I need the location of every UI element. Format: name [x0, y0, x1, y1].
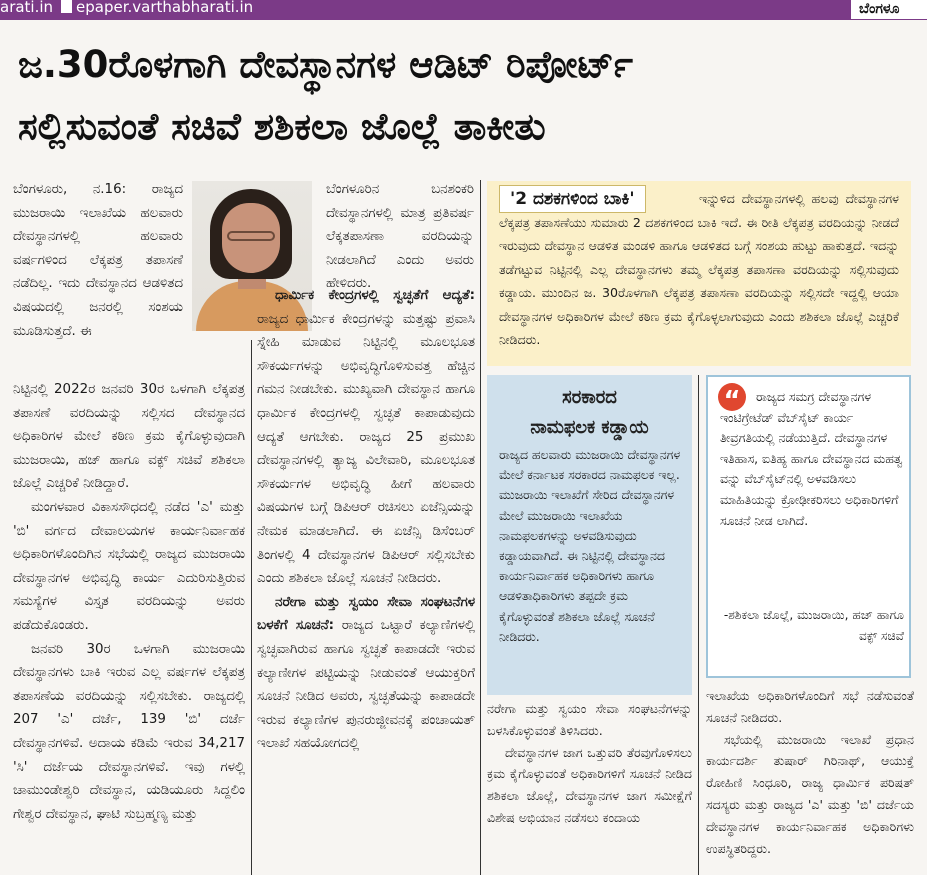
column-divider [251, 340, 252, 875]
edition-city: ಬೆಂಗಳೂ [849, 0, 927, 19]
article-paragraph: ನರೇಗಾ ಮತ್ತು ಸ್ವಯಂ ಸೇವಾ ಸಂಘಟನೆಗಳನ್ನು ಬಳಸಿಕೊಳ್ಳುವಂತೆ ತಿಳಿಸಿದರು. [487, 701, 692, 738]
article-paragraph: ನಿಟ್ಟಿನಲ್ಲಿ 2022ರ ಜನವರಿ 30ರ ಒಳಗಾಗಿ ಲೆಕ್ಕಪತ್ರ ತಪಾಸಣೆ ವರದಿಯನ್ನು ಸಲ್ಲಿಸದ ದೇವಸ್ಥಾನದ ಅಧಿಕಾರಿಗಳ ಮೇಲೆ ಕಠಿಣ ಕ್ರಮ ಕೈಗೊಳ್ಳುವುದಾಗಿ ಮುಜರಾಯಿ, ಹಜ್ ಹಾಗೂ ವಕ್ಫ್ ಸಚಿವೆ ಶಶಿಕಲಾ ಜೊಲ್ಲೆ ಎಚ್ಚರಿಕೆ ನೀಡಿದ್ದಾರೆ. [13, 382, 245, 492]
sidebar-box-title-line-2: ನಾಮಫಲಕ ಕಡ್ಡಾಯ [530, 417, 649, 438]
quote-attribution: -ಶಶಿಕಲಾ ಜೊಲ್ಲೆ, ಮುಜರಾಯಿ, ಹಜ್ ಹಾಗೂ ವಕ್ಫ್ ಸಚಿವೆ [723, 608, 904, 643]
quote-icon: “ [718, 383, 746, 411]
article-paragraph-text: ರಾಜ್ಯದ ಒಟ್ಟಾರೆ ಕಲ್ಯಾಣಿಗಳಲ್ಲಿ ಸ್ವಚ್ಛವಾಗಿರುವ ಹಾಗೂ ಸ್ವಚ್ಛತೆ ಕಾಪಾಡದೇ ಇರುವ ಕಲ್ಯಾಣೀಗಳ ಪಟ್ಟಿಯನ್ನು ನೀಡುವಂತೆ ಆಯುಕ್ತರಿಗೆ ಸೂಚನೆ ನೀಡಿದ ಅವರು, ಸ್ವಚ್ಛತೆಯನ್ನು ಕಾಪಾಡದೇ ಇರುವ ಕಲ್ಯಾಣಿಗಳ ಪುನರುಜ್ಜೀವನಕ್ಕೆ ಪಂಚಾಯತ್ ಇಲಾಖೆ ಸಹಯೋಗದಲ್ಲಿ [257, 618, 475, 752]
article-column-1 [13, 378, 245, 875]
article-paragraph [257, 591, 475, 756]
sidebar-box-text: ರಾಜ್ಯದ ಹಲವಾರು ಮುಜರಾಯಿ ದೇವಸ್ಥಾನಗಳ ಮೇಲೆ ಕರ್ನಾಟಕ ಸರಕಾರದ ನಾಮಫಲಕ ಇಲ್ಲ. ಮುಜರಾಯಿ ಇಲಾಖೆಗೆ ಸೇರಿದ ದೇವಸ್ಥಾನಗಳ ಮೇಲೆ ಮುಜರಾಯಿ ಇಲಾಖೆಯ ನಾಮಫಲಕಗಳನ್ನು ಅಳವಡಿಸುವುದು ಕಡ್ಡಾಯವಾಗಿದೆ. ಈ ನಿಟ್ಟಿನಲ್ಲಿ ದೇವಸ್ಥಾನದ ಕಾರ್ಯನಿರ್ವಾಹಕ ಅಧಿಕಾರಿಗಳು ಹಾಗೂ ಆಡಳಿತಾಧಿಕಾರಿಗಳು ತಪ್ಪದೇ ಕ್ರಮ ಕೈಗೊಳ್ಳುವಂತೆ ಶಶಿಕಲಾ ಜೊಲ್ಲೆ ಸೂಚನೆ ನೀಡಿದರು. [499, 447, 681, 644]
site-header-bar [0, 0, 927, 20]
headline-line-2: ಸಲ್ಲಿಸುವಂತೆ ಸಚಿವೆ ಶಶಿಕಲಾ ಜೊಲ್ಲೆ ತಾಕೀತು [18, 105, 546, 148]
highlight-box-pending [487, 181, 911, 366]
article-paragraph: ಮಂಗಳವಾರ ವಿಕಾಸಸೌಧದಲ್ಲಿ ನಡೆದ 'ಎ' ಮತ್ತು 'ಬಿ' ವರ್ಗದ ದೇವಾಲಯಗಳ ಕಾರ್ಯನಿರ್ವಾಹಕ ಅಧಿಕಾರಿಗಳೊಂದಿಗಿನ ಸಭೆಯಲ್ಲಿ ರಾಜ್ಯದ ಮುಜರಾಯಿ ದೇವಸ್ಥಾನಗಳ ಅಭಿವೃದ್ಧಿ ಕಾರ್ಯ ಎದುರಿಸುತ್ತಿರುವ ಸಮಸ್ಯೆಗಳ ವಿಸ್ತೃತ ವರದಿಯನ್ನು ಅವರು ಪಡೆದುಕೊಂಡರು. [13, 499, 245, 633]
epaper-logo-icon [61, 0, 72, 13]
article-paragraph: ಇಲಾಖೆಯ ಅಧಿಕಾರಿಗಳೊಂದಿಗೆ ಸಭೆ ನಡೆಸುವಂತೆ ಸೂಚನೆ ನೀಡಿದರು. [706, 688, 914, 725]
article-column-2 [257, 284, 475, 875]
site-url [0, 0, 253, 16]
site-url-fragment: arati.in [0, 0, 54, 16]
headline-line-1: ಜ.30ರೊಳಗಾಗಿ ದೇವಸ್ಥಾನಗಳ ಆಡಿಟ್ ರಿಪೋರ್ಟ್ [18, 43, 633, 86]
subhead: ಧಾರ್ಮಿಕ ಕೇಂದ್ರಗಳಲ್ಲಿ ಸ್ವಚ್ಛತೆಗೆ ಆದ್ಯತೆ: [275, 288, 475, 303]
sidebar-box-title-line-1: ಸರಕಾರದ [562, 387, 617, 408]
article-paragraph: ಜನವರಿ 30ರ ಒಳಗಾಗಿ ಮುಜರಾಯಿ ದೇವಸ್ಥಾನಗಳು ಬಾಕಿ ಇರುವ ಎಲ್ಲ ವರ್ಷಗಳ ಲೆಕ್ಕಪತ್ರ ತಪಾಸಣೆಯ ವರದಿಯನ್ನು ಸಲ್ಲಿಸಬೇಕು. ರಾಜ್ಯದಲ್ಲಿ 207 'ಎ' ದರ್ಜೆ, 139 'ಬಿ' ದರ್ಜೆ ದೇವಸ್ಥಾನಗಳಿವೆ. ಅದಾಯ ಕಡಿಮೆ ಇರುವ 34,217 'ಸಿ' ದರ್ಜೆಯ ದೇವಸ್ಥಾನಗಳಿವೆ. ಇವು ಗಳಲ್ಲಿ ಚಾಮುಂಡೇಶ್ವರಿ ದೇವಸ್ಥಾನ, ಯಡಿಯೂರು ಸಿದ್ದಲಿಂ ಗೇಶ್ವರ ದೇವಸ್ಥಾನ, ಘಾಟಿ ಸುಬ್ರಹ್ಮಣ್ಯ ಮತ್ತು [13, 641, 245, 822]
site-url-main: epaper.varthabharati.in [76, 0, 254, 16]
quote-text [720, 387, 904, 531]
highlight-box-body: ಇನ್ನುಳಿದ ದೇವಸ್ಥಾನಗಳಲ್ಲಿ ಹಲವು ದೇವಸ್ಥಾನಗಳ ಲೆಕ್ಕಪತ್ರ ತಪಾಸಣೆಯು ಸುಮಾರು 2 ದಶಕಗಳಿಂದ ಬಾಕಿ ಇದೆ. ಈ ರೀತಿ ಲೆಕ್ಕಪತ್ರ ವರದಿಯನ್ನು ನೀಡದೆ ಇರುವುದು ದೇವಸ್ಥಾನ ಆಡಳಿತ ಮಂಡಳಿ ಹಾಗೂ ಆಡಳಿತದ ಬಗ್ಗೆ ಸಂಶಯ ಹುಟ್ಟು ಹಾಕುತ್ತದೆ. ಇದನ್ನು ತಡೆಗಟ್ಟುವ ನಿಟ್ಟಿನಲ್ಲಿ ಎಲ್ಲ ದೇವಸ್ಥಾನಗಳು ತಮ್ಮ ಲೆಕ್ಕಪತ್ರ ತಪಾಸಣಾ ವರದಿಯನ್ನು ಸಲ್ಲಿಸುವುದು ಕಡ್ಡಾಯ. ಮುಂದಿನ ಜ. 30ರೊಳಗಾಗಿ ಲೆಕ್ಕಪತ್ರ ತಪಾಸಣಾ ವರದಿಯನ್ನು ಸಲ್ಲಿಸದೇ ಇದ್ದಲ್ಲಿ ಆಯಾ ದೇವಸ್ಥಾನಗಳ ಅಧಿಕಾರಿಗಳ ಮೇಲೆ ಕಠಿಣ ಕ್ರಮ ಕೈಗೊಳ್ಳಲಾಗುವುದು ಎಂದು ಶಶಿಕಲಾ ಜೊಲ್ಲೆ ಎಚ್ಚರಿಕೆ ನೀಡಿದರು. [499, 191, 899, 347]
quote-body: ರಾಜ್ಯದ ಸಮಗ್ರ ದೇವಸ್ಥಾನಗಳ ಇಂಟಿಗ್ರೇಟೆಡ್ ವೆಬ್‌ಸೈಟ್ ಕಾರ್ಯ ತೀವ್ರಗತಿಯಲ್ಲಿ ನಡೆಯುತ್ತಿದೆ. ದೇವಸ್ಥಾನಗಳ ಇತಿಹಾಸ, ಐತಿಹ್ಯ ಹಾಗೂ ದೇವಸ್ಥಾನದ ಮಹತ್ವ ವನ್ನು ವೆಬ್‌ಸೈಟ್‌ನಲ್ಲಿ ಅಳವಡಿಸಲು ಮಾಹಿತಿಯನ್ನು ಕ್ರೋಢೀಕರಿಸಲು ಅಧಿಕಾರಿಗಳಿಗೆ ಸೂಚನೆ ನೀಡ ಲಾಗಿದೆ. [720, 389, 903, 528]
article-intro: ಬೆಂಗಳೂರು, ನ.16: ರಾಜ್ಯದ ಮುಜರಾಯಿ ಇಲಾಖೆಯ ಹಲವಾರು ದೇವಸ್ಥಾನಗಳಲ್ಲಿ ಹಲವಾರು ವರ್ಷಗಳಿಂದ ಲೆಕ್ಕಪತ್ರ ತಪಾಸಣೆ ನಡೆದಿಲ್ಲ. ಇದು ದೇವಸ್ಥಾನದ ಆಡಳಿತದ ವಿಷಯದಲ್ಲಿ ಜನರಲ್ಲಿ ಸಂಶಯ ಮೂಡಿಸುತ್ತದೆ. ಈ [13, 182, 183, 339]
article-paragraph: ಸಭೆಯಲ್ಲಿ ಮುಜರಾಯಿ ಇಲಾಖೆ ಪ್ರಧಾನ ಕಾರ್ಯದರ್ಶಿ ತುಷಾರ್ ಗಿರಿನಾಥ್, ಆಯುಕ್ತೆ ರೋಹಿಣಿ ಸಿಂಧೂರಿ, ರಾಜ್ಯ ಧಾರ್ಮಿಕ ಪರಿಷತ್ ಸದಸ್ಯರು ಮತ್ತು ರಾಜ್ಯದ 'ಎ' ಮತ್ತು 'ಬಿ' ದರ್ಜೆಯ ದೇವಸ್ಥಾನಗಳ ಕಾರ್ಯನಿರ್ವಾಹಕ ಅಧಿಕಾರಿಗಳು ಉಪಸ್ಥಿತರಿದ್ದರು. [706, 731, 914, 856]
highlight-box-tag: '2 ದಶಕಗಳಿಂದ ಬಾಕಿ' [499, 185, 646, 213]
article-paragraph-text: ರಾಜ್ಯದ ಧಾರ್ಮಿಕ ಕೇಂದ್ರಗಳನ್ನು ಮತ್ತಷ್ಟು ಪ್ರವಾಸಿ ಸ್ನೇಹಿ ಮಾಡುವ ನಿಟ್ಟಿನಲ್ಲಿ ಮೂಲಭೂತ ಸೌಕರ್ಯಗಳನ್ನು ಅಭಿವೃದ್ಧಿಗೊಳಿಸುವತ್ತ ಹೆಚ್ಚಿನ ಗಮನ ನೀಡಬೇಕು. ಮುಖ್ಯವಾಗಿ ದೇವಸ್ಥಾನ ಹಾಗೂ ಧಾರ್ಮಿಕ ಕೇಂದ್ರಗಳಲ್ಲಿ ಸ್ವಚ್ಛತೆ ಕಾಪಾಡುವುದು ಆದ್ಯತೆ ಆಗಬೇಕು. ರಾಜ್ಯದ 25 ಪ್ರಮುಖ ದೇವಸ್ಥಾನಗಳಲ್ಲಿ ತ್ಯಾಜ್ಯ ವಿಲೇವಾರಿ, ಮೂಲಭೂತ ಸೌಕರ್ಯಗಳ ಅಭಿವೃದ್ಧಿ ಹೀಗೆ ಹಲವಾರು ವಿಷಯಗಳ ಬಗ್ಗೆ ಡಿಪಿಆರ್ ರಚಿಸಲು ಏಜೆನ್ಸಿಯನ್ನು ನೇಮಕ ಮಾಡಲಾಗಿದೆ. ಈ ಏಜೆನ್ಸಿ ಡಿಸೆಂಬರ್ ತಿಂಗಳಲ್ಲಿ 4 ದೇವಸ್ಥಾನಗಳ ಡಿಪಿಆರ್ ಸಲ್ಲಿಸಬೇಕು ಎಂದು ಶಶಿಕಲಾ ಜೊಲ್ಲೆ ಸೂಚನೆ ನೀಡಿದರು. [257, 311, 475, 587]
article-column-1-top [13, 178, 183, 378]
column-divider [698, 375, 699, 875]
article-paragraph [257, 284, 475, 591]
column-divider [480, 180, 481, 875]
headline [18, 34, 918, 158]
sidebar-box-nameboard [487, 375, 692, 695]
article-column-4 [706, 685, 914, 875]
article-paragraph: ಬೆಂಗಳೂರಿನ ಬನಶಂಕರಿ ದೇವಸ್ಥಾನಗಳಲ್ಲಿ ಮಾತ್ರ ಪ್ರತಿವರ್ಷ ಲೆಕ್ಕತಪಾಸಣಾ ವರದಿಯನ್ನು ನೀಡಲಾಗಿದೆ ಎಂದು ಅವರು ಹೇಳಿದರು. [326, 182, 474, 292]
sidebar-box-title [487, 383, 692, 443]
article-paragraph: ದೇವಸ್ಥಾನಗಳ ಜಾಗ ಒತ್ತುವರಿ ತೆರವುಗೊಳಿಸಲು ಕ್ರಮ ಕೈಗೊಳ್ಳುವಂತೆ ಅಧಿಕಾರಿಗಳಿಗೆ ಸೂಚನೆ ನೀಡಿದ ಶಶಿಕಲಾ ಜೊಲ್ಲೆ, ದೇವಸ್ಥಾನಗಳ ಜಾಗ ಸಮೀಕ್ಷೆಗೆ ವಿಶೇಷ ಅಭಿಯಾನ ನಡೆಸಲು ಕಂದಾಯ [487, 744, 692, 825]
photo-glasses [227, 231, 275, 241]
quote-box [706, 375, 911, 678]
article-column-3 [487, 698, 692, 875]
subhead: ನರೇಗಾ ಮತ್ತು ಸ್ವಯಂ ಸೇವಾ ಸಂಘಟನೆಗಳ ಬಳಕೆಗೆ ಸೂಚನೆ: [257, 594, 475, 634]
